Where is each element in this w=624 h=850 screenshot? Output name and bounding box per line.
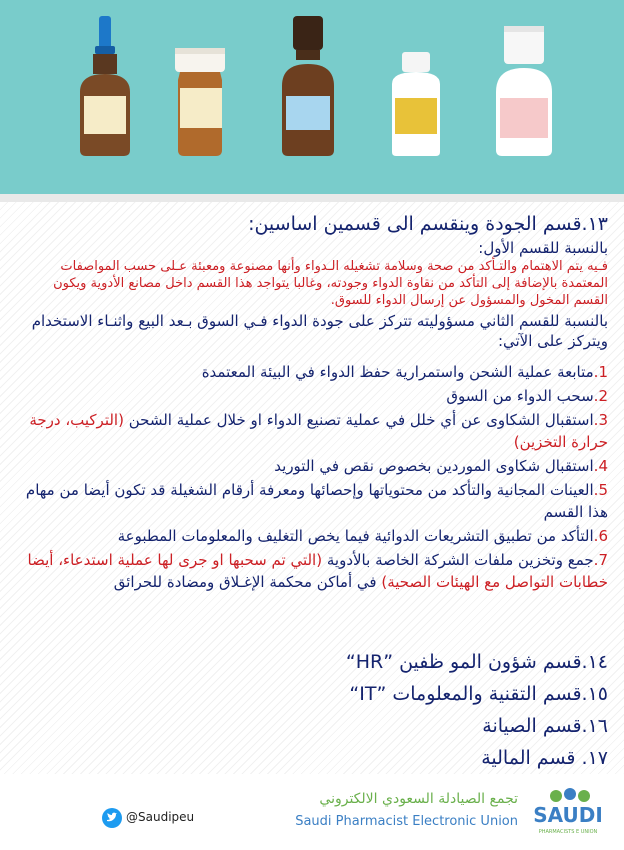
item-number: 2. bbox=[593, 387, 608, 405]
first-part-text: فـيه يتم الاهتمام والتـأكد من صحة وسلامة تشغيله الـدواء وأنها مصنوعة ومعبئة عـلى حسب المواصفات المعتمدة بالإضافة إلى التأكد من نقاوة الدواء وجودته، وغالبا يتواجد هذا القسم داخل مصانع الأدوية ويكون القسم المخول والمسؤول عن إرسال الدواء للسوق. bbox=[53, 259, 608, 308]
first-part-heading: بالنسبة للقسم الأول: bbox=[478, 239, 608, 257]
item-text: متابعة عملية الشحن واستمرارية حفظ الدواء في البيئة المعتمدة bbox=[201, 363, 594, 381]
item-text: استقبال شكاوى الموردين بخصوص نقص في التوريد bbox=[274, 457, 594, 475]
header-banner bbox=[0, 0, 624, 194]
item-note: (التي تم سحبها او جرى لها عملية استدعاء، أيضا خطابات التواصل مع الهيئات الصحية) bbox=[27, 551, 608, 591]
medicine-bottles-illustration bbox=[0, 0, 624, 194]
dropper-bottle-icon bbox=[80, 16, 130, 156]
white-bottle-icon bbox=[392, 52, 440, 156]
list-item bbox=[16, 455, 608, 477]
pill-bottle-icon bbox=[175, 48, 225, 156]
item-note: (التركيب، درجة حرارة التخزين) bbox=[29, 411, 608, 451]
item-text: استقبال الشكاوى عن أي خلل في عملية تصنيع الدواء او خلال عملية الشحن bbox=[128, 411, 594, 429]
quality-duties-list bbox=[16, 361, 608, 593]
item-text: سحب الدواء من السوق bbox=[446, 387, 594, 405]
item-number: 4. bbox=[593, 457, 608, 475]
twitter-icon bbox=[102, 808, 122, 828]
content-area bbox=[0, 202, 624, 774]
white-bottle-pink-icon bbox=[496, 26, 552, 156]
item-text-continued: في أماكن محكمة الإغـلاق ومضادة للحرائق bbox=[113, 573, 377, 591]
item-number: 6. bbox=[593, 527, 608, 545]
item-text: العينات المجانية والتأكد من محتوياتها وإحصائها ومعرفة أرقام الشغيلة قد تكون أيضا من مهام هذا القسم bbox=[25, 481, 608, 521]
department-finance: ١٧. قسم المالية bbox=[481, 747, 608, 769]
twitter-handle[interactable]: @Saudipeu bbox=[126, 810, 195, 824]
list-item bbox=[16, 479, 608, 523]
department-maintenance: ١٦.قسم الصيانة bbox=[482, 715, 608, 737]
department-it: ١٥.قسم التقنية والمعلومات ”IT“ bbox=[349, 683, 608, 705]
list-item bbox=[16, 361, 608, 383]
list-item bbox=[16, 385, 608, 407]
quality-section bbox=[16, 210, 608, 595]
item-text: جمع وتخزين ملفات الشركة الخاصة بالأدوية bbox=[326, 551, 594, 569]
second-part-text: بالنسبة للقسم الثاني مسؤوليته تتركز على جودة الدواء فـي السوق بـعد البيع واثنـاء الاستخدام ويتركز على الآتي: bbox=[31, 312, 608, 350]
dark-bottle-icon bbox=[282, 16, 334, 156]
item-number: 1. bbox=[593, 363, 608, 381]
item-number: 7. bbox=[593, 551, 608, 569]
list-item bbox=[16, 549, 608, 593]
list-item bbox=[16, 409, 608, 453]
section-13-title: ١٣.قسم الجودة وينقسم الى قسمين اساسين: bbox=[248, 213, 608, 235]
list-item bbox=[16, 525, 608, 547]
header-divider bbox=[0, 194, 624, 202]
saudi-logo-icon bbox=[526, 782, 610, 838]
union-name-english: Saudi Pharmacist Electronic Union bbox=[295, 814, 518, 829]
item-text: التأكد من تطبيق التشريعات الدوائية فيما يخص التغليف والمعلومات المطبوعة bbox=[117, 527, 594, 545]
union-name-arabic: تجمع الصيادلة السعودي الالكتروني bbox=[319, 791, 518, 807]
logo-subtext: PHARMACISTS E UNION bbox=[538, 829, 598, 835]
item-number: 3. bbox=[593, 411, 608, 429]
item-number: 5. bbox=[593, 481, 608, 499]
logo-text: SAUDI bbox=[533, 803, 603, 827]
department-hr: ١٤.قسم شؤون المو ظفين ”HR“ bbox=[345, 651, 608, 673]
